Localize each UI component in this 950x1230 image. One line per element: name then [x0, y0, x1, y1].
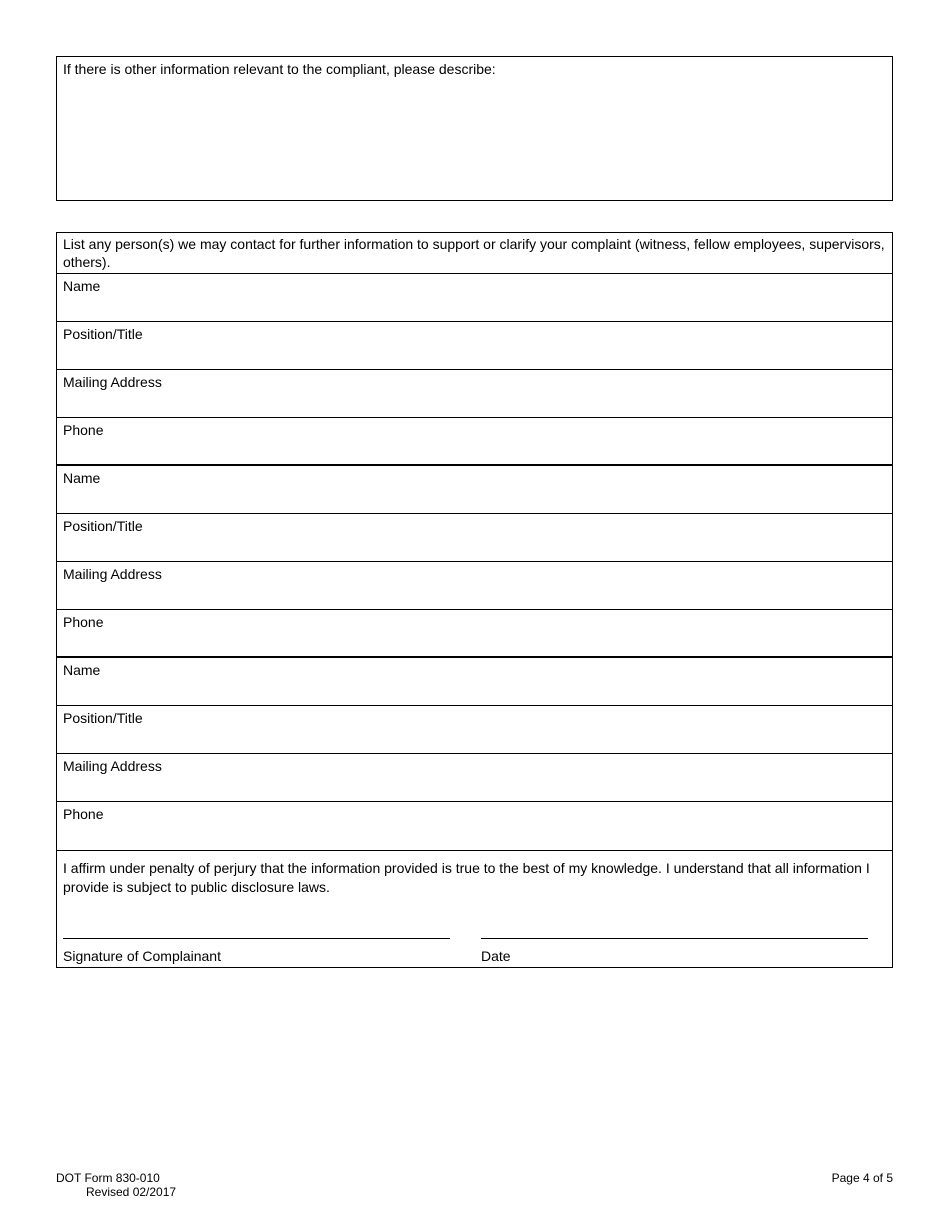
contact-3-address-field[interactable] [57, 754, 892, 802]
contact-1-name-field[interactable] [57, 274, 892, 322]
other-info-box[interactable] [56, 56, 893, 201]
contact-2-phone-label: Phone [63, 614, 104, 630]
other-info-prompt: If there is other information relevant to the compliant, please describe: [63, 61, 496, 77]
contact-1-position-field[interactable] [57, 322, 892, 370]
contact-2-phone-field[interactable] [57, 610, 892, 658]
contact-1-phone-field[interactable] [57, 418, 892, 466]
signature-label: Signature of Complainant [63, 948, 221, 964]
contact-group-1 [57, 274, 892, 466]
contact-3-position-label: Position/Title [63, 710, 143, 726]
date-label: Date [481, 948, 511, 964]
form-footer [56, 1171, 176, 1199]
contact-3-name-field[interactable] [57, 658, 892, 706]
signature-line[interactable] [63, 938, 450, 939]
contact-3-position-field[interactable] [57, 706, 892, 754]
affirmation-text: I affirm under penalty of perjury that the information provided is true to the best of my knowledge. I understand that all information I provide is subject to public disclosure laws. [63, 860, 870, 895]
contact-2-position-field[interactable] [57, 514, 892, 562]
contact-1-address-field[interactable] [57, 370, 892, 418]
date-line[interactable] [481, 938, 868, 939]
contact-3-name-label: Name [63, 662, 101, 678]
contact-1-position-label: Position/Title [63, 326, 143, 342]
form-number: DOT Form 830-010 [56, 1171, 160, 1185]
contact-1-name-label: Name [63, 278, 101, 294]
affirmation-section [57, 851, 892, 968]
contact-1-phone-label: Phone [63, 422, 104, 438]
contact-3-phone-field[interactable] [57, 802, 892, 851]
page-number: Page 4 of 5 [831, 1171, 893, 1185]
contacts-intro: List any person(s) we may contact for further information to support or clarify your complaint (witness, fellow employees, supervisors, others). [57, 233, 892, 274]
contact-2-position-label: Position/Title [63, 518, 143, 534]
contact-group-3 [57, 658, 892, 851]
contact-2-address-field[interactable] [57, 562, 892, 610]
contact-3-address-label: Mailing Address [63, 758, 162, 774]
contact-group-2 [57, 466, 892, 658]
contact-1-address-label: Mailing Address [63, 374, 162, 390]
contact-2-address-label: Mailing Address [63, 566, 162, 582]
contact-3-phone-label: Phone [63, 806, 104, 822]
contact-2-name-field[interactable] [57, 466, 892, 514]
contact-2-name-label: Name [63, 470, 101, 486]
form-revision: Revised 02/2017 [86, 1185, 177, 1199]
contacts-section [56, 232, 893, 968]
